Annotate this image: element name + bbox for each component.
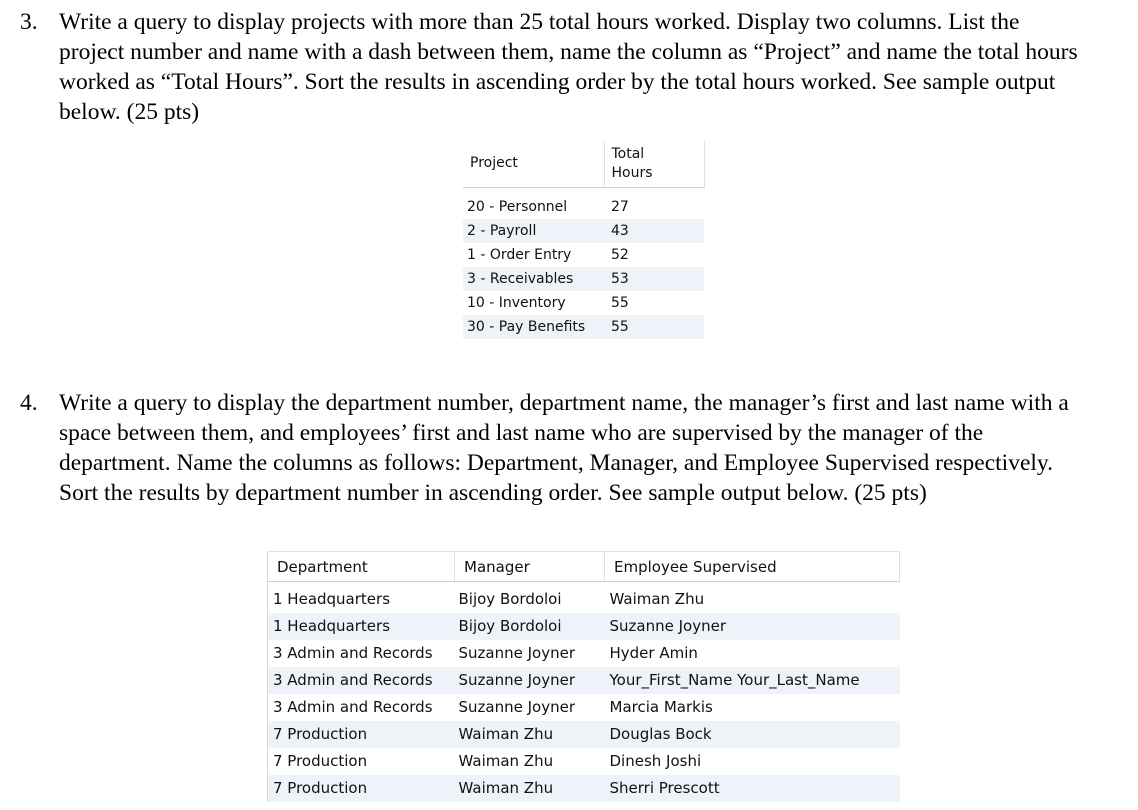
cell-manager: Bijoy Bordoloi [455,613,605,640]
cell-manager: Suzanne Joyner [455,667,605,694]
table-row [268,582,900,613]
table-header-row [463,141,704,187]
cell-total-hours: 55 [604,315,704,339]
cell-total-hours: 43 [604,219,704,243]
question-3 [20,7,1080,127]
cell-department: 1 Headquarters [268,582,455,613]
column-header-department: Department [268,552,455,582]
question-3-text: Write a query to display projects with more than 25 total hours worked. Display two columns. List the project number and name with a dash between them, name the column as “Project” and name the total hours worked as “Total Hours”. Sort the results in ascending order by the total hours worked. See sample output below. (25 pts) [59,9,1078,125]
table-row [463,243,704,267]
sample-output-table-q3 [463,141,705,339]
cell-department: 7 Production [268,721,455,748]
column-header-project: Project [463,141,604,187]
cell-department: 7 Production [268,748,455,775]
table-row [268,613,900,640]
question-3-number: 3. [20,9,38,35]
cell-department: 3 Admin and Records [268,667,455,694]
table-row [463,315,704,339]
cell-employee-supervised: Dinesh Joshi [609,752,702,770]
sample-output-table-q4 [267,551,900,802]
column-header-employee-supervised: Employee Supervised [605,552,900,582]
cell-employee-supervised: Douglas Bock [605,721,900,748]
cell-manager: Bijoy Bordoloi [458,590,562,609]
question-4-text: Write a query to display the department number, department name, the manager’s first and last name with a space between them, and employees’ first and last name who are supervised by the manager of the department. Name the columns as follows: Department, Manager, and Employee Supervised respectively. Sort the results by department number in ascending order. See sample output below. (25 pts) [59,390,1069,506]
cell-employee-supervised: Suzanne Joyner [605,613,900,640]
cell-project: 2 - Payroll [463,219,604,243]
table-row [463,219,704,243]
cell-department: 3 Admin and Records [268,640,455,667]
cell-manager: Waiman Zhu [455,775,605,802]
cell-project: 30 - Pay Benefits [463,315,604,339]
table-row [268,775,900,802]
column-header-total-hours [604,141,704,187]
cell-total-hours: 27 [611,199,629,216]
cell-manager: Suzanne Joyner [458,698,575,716]
cell-project: 3 - Receivables [463,267,604,291]
cell-total-hours: 55 [611,295,629,311]
cell-manager: Suzanne Joyner [458,644,575,662]
cell-employee-supervised: Your_First_Name Your_Last_Name [605,667,900,694]
question-4 [20,388,1080,508]
question-4-number: 4. [20,390,38,416]
table-row [463,291,704,315]
cell-project: 10 - Inventory [467,295,566,311]
table-row [463,267,704,291]
cell-department: 1 Headquarters [268,613,455,640]
cell-manager: Waiman Zhu [455,721,605,748]
total-hours-header-label: Total Hours [611,145,653,181]
table-row [268,694,900,721]
cell-employee-supervised: Marcia Markis [609,698,713,716]
cell-employee-supervised: Waiman Zhu [609,590,705,609]
table-row [268,748,900,775]
cell-department: 3 Admin and Records [268,694,455,721]
table-row [268,640,900,667]
cell-project: 1 - Order Entry [467,247,572,263]
cell-employee-supervised: Sherri Prescott [605,775,900,802]
table-header-row [268,552,900,582]
table-row [463,187,704,219]
column-header-manager: Manager [455,552,605,582]
table-row [268,721,900,748]
cell-manager: Waiman Zhu [458,752,554,770]
cell-total-hours: 52 [611,247,629,263]
table-row [268,667,900,694]
cell-department: 7 Production [268,775,455,802]
cell-total-hours: 53 [604,267,704,291]
cell-employee-supervised: Hyder Amin [609,644,698,662]
cell-project: 20 - Personnel [467,199,568,216]
